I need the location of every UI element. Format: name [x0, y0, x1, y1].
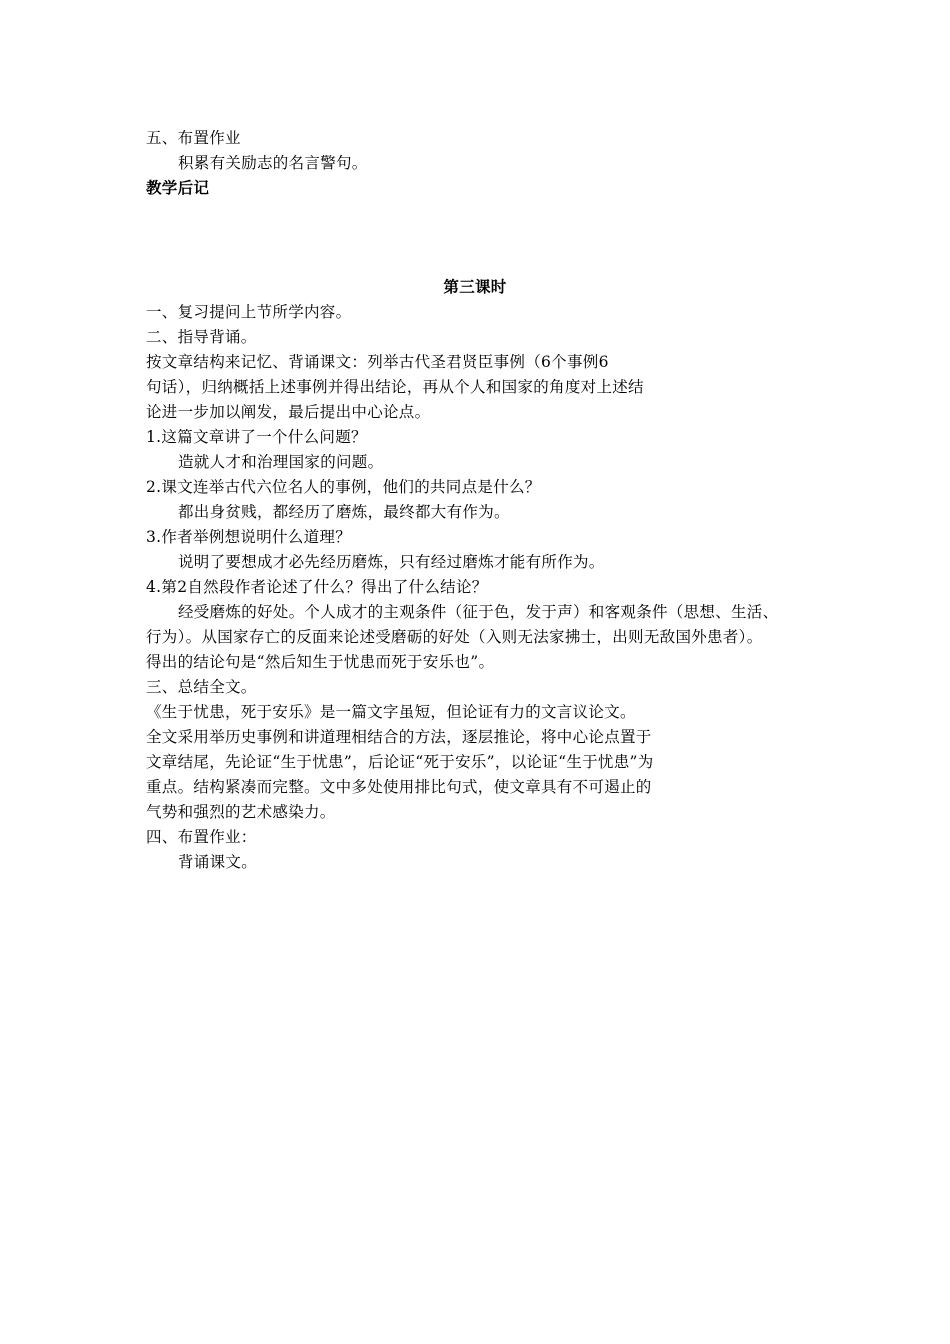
postscript-heading: 教学后记 [146, 179, 210, 197]
answer-line: 行为）。从国家存亡的反面来论述受磨砺的好处（入则无法家拂士，出则无敌国外患者）。 [146, 628, 763, 646]
question-line: 1.这篇文章讲了一个什么问题？ [146, 428, 367, 446]
answer-line: 经受磨炼的好处。个人成才的主观条件（征于色，发于声）和客观条件（思想、生活、 [178, 603, 779, 621]
answer-line: 造就人才和治理国家的问题。 [178, 453, 384, 471]
section-heading: 五、布置作业 [146, 129, 241, 147]
homework-text: 背诵课文。 [178, 853, 258, 871]
homework-text: 积累有关励志的名言警句。 [178, 154, 368, 172]
text-line: 气势和强烈的艺术感染力。 [146, 803, 336, 821]
answer-line: 都出身贫贱，都经历了磨炼，最终都大有作为。 [178, 503, 510, 521]
lesson-title: 第三课时 [443, 278, 507, 296]
text-line: 重点。结构紧凑而完整。文中多处使用排比句式，使文章具有不可遏止的 [146, 778, 652, 796]
question-line: 2.课文连举古代六位名人的事例，他们的共同点是什么？ [146, 478, 541, 496]
text-line: 全文采用举历史事例和讲道理相结合的方法，逐层推论，将中心论点置于 [146, 728, 652, 746]
text-line: 二、指导背诵。 [146, 328, 257, 346]
text-line: 一、复习提问上节所学内容。 [146, 303, 352, 321]
text-line: 句话），归纳概括上述事例并得出结论，再从个人和国家的角度对上述结 [146, 378, 644, 396]
text-line: 按文章结构来记忆、背诵课文：列举古代圣君贤臣事例（6个事例6 [146, 353, 609, 371]
answer-line: 说明了要想成才必先经历磨炼，只有经过磨炼才能有所作为。 [178, 553, 605, 571]
text-line: 论进一步加以阐发，最后提出中心论点。 [146, 403, 431, 421]
question-line: 3.作者举例想说明什么道理？ [146, 528, 351, 546]
answer-line: 得出的结论句是“然后知生于忧患而死于安乐也”。 [146, 653, 495, 671]
section-heading: 三、总结全文。 [146, 678, 257, 696]
text-line: 文章结尾，先论证“生于忧患”，后论证“死于安乐”，以论证“生于忧患”为 [146, 753, 654, 771]
question-line: 4.第2自然段作者论述了什么？得出了什么结论？ [146, 578, 488, 596]
section-heading: 四、布置作业： [146, 828, 257, 846]
text-line: 《生于忧患，死于安乐》是一篇文字虽短，但论证有力的文言议论文。 [146, 703, 636, 721]
